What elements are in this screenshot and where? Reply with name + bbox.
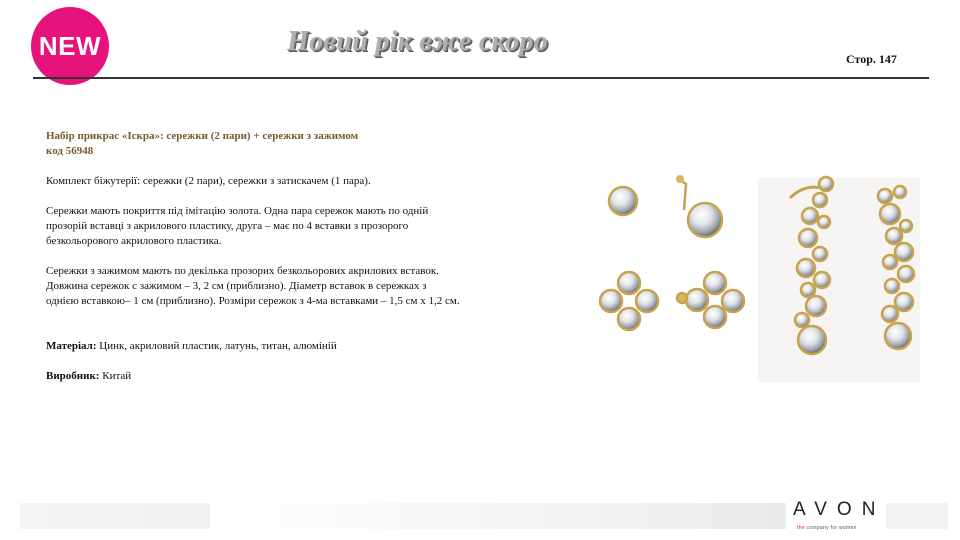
material-label: Матеріал: [46,340,97,352]
page-title: Новий рік вже скоро [287,26,548,57]
coating-line: Сережки мають покриття під імітацію золота. Одна пара сережок мають по одній [46,205,429,217]
coating-line: прозорій вставці з акрилового пластику, друга – має по 4 вставки з прозорого [46,220,409,232]
tagline-accent: the [797,525,805,531]
kit-description: Комплект біжутерії: сережки (2 пари), сережки з затискачем (1 пара). [46,175,371,187]
page-number: Стор. 147 [846,52,897,66]
maker-label: Виробник: [46,370,100,382]
product-code: код 56948 [46,145,94,157]
product-name: Набір прикрас «Іскра»: сережки (2 пари) + сережки з зажимом [46,130,359,142]
clip-line: Довжина сережок с зажимом – 3, 2 см (приблизно). Діаметр вставок в сережках з [46,280,427,292]
new-badge [31,7,109,85]
product-description [46,129,566,384]
maker-value: Китай [99,370,132,382]
maker-row [46,369,566,384]
earrings-photo [594,170,920,382]
tagline-text: company for women [804,525,857,531]
clip-line: однією вставкою– 1 см (приблизно). Розміри сережок з 4-ма вставками – 1,5 см х 1,2 см. [46,295,460,307]
logo-tagline [797,525,857,531]
header-divider [33,77,929,79]
material-row [46,339,566,354]
clip-line: Сережки з зажимом мають по декілька прозорих безкольорових акрилових вставок. [46,265,439,277]
new-badge-label: NEW [38,30,102,61]
material-value: Цинк, акриловий пластик, латунь, титан, алюміній [96,340,337,352]
footer-highlight [210,503,785,529]
avon-logo: AVON [793,499,886,520]
coating-line: безкольорового акрилового пластика. [46,235,222,247]
